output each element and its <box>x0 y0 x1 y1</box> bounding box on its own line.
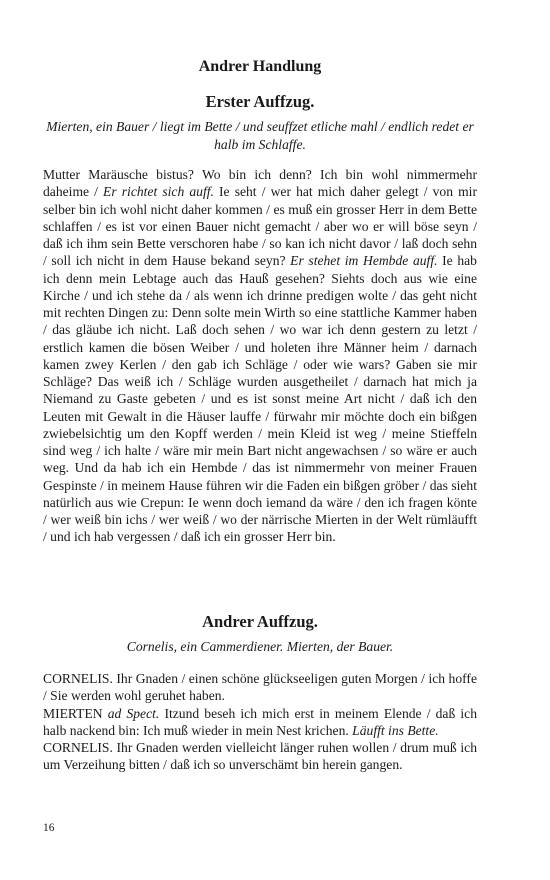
stage-direction-inline: Er richtet sich auff. <box>103 184 214 200</box>
stage-direction-inline: ad Spect. <box>107 705 160 721</box>
monologue-text: Mutter Maräusche bistus? Wo bin ich denn? Ich bin wohl nimmermehr daheime / <box>43 167 477 200</box>
scene-2-heading: Andrer Auffzug. <box>202 612 318 631</box>
page-number: 16 <box>43 822 55 834</box>
dialogue-speech <box>43 739 477 774</box>
speech-text: Ihr Gnaden / einen schöne glückseeligen guten Morgen / ich hoffe / Sie werden wohl geruhet haben. <box>43 671 477 704</box>
monologue-text: Ie seht / wer hat mich daher gelegt / von mir selber bin ich wohl nicht daher kommen / es muß ein grosser Herr in dem Bette schlaffen / es ist vor einen Bauer nicht gemacht / aber wo er will böse seyn / daß ich ihm sein Bette verschoren habe / so kan ich nicht davor / laß doch sehn / soll ich nicht in dem Hause bekand seyn? <box>43 184 477 269</box>
dialogue-speech <box>43 705 477 740</box>
speaker-name: CORNELIS. <box>43 740 113 755</box>
speech-text: Ihr Gnaden werden vielleicht länger ruhen wollen / drum muß ich um Verzeihung bitten / daß ich so unverschämt bin herein gangen. <box>43 740 477 773</box>
scene-2-dialogue <box>43 670 477 774</box>
speaker-name: MIERTEN <box>43 705 103 721</box>
speaker-name: CORNELIS. <box>43 671 113 686</box>
speech-text: Itzund beseh ich mich erst in meinem Elende / daß ich halb nackend bin: Ich muß wieder in mein Nest krichen. <box>43 705 477 738</box>
stage-direction-inline: Läufft ins Bette. <box>352 722 439 738</box>
dialogue-speech <box>43 670 477 705</box>
scene-2-stage-direction: Cornelis, ein Cammerdiener. Mierten, der Bauer. <box>126 639 394 654</box>
stage-direction-inline: Er stehet im Hembde auff. <box>290 253 438 269</box>
scene-1-monologue <box>43 166 477 546</box>
act-heading: Andrer Handlung <box>198 58 322 75</box>
scene-1-heading: Erster Auffzug. <box>205 92 315 111</box>
scene-1-stage-direction: Mierten, ein Bauer / liegt im Bette / und seuffzet etliche mahl / endlich redet er halb im Schlaffe. <box>46 119 474 152</box>
monologue-text: Ie hab ich denn mein Lebtage auch das Hauß gesehen? Siehts doch aus wie eine Kirche / und ich stehe da / als wenn ich drinne predigen wolte / das geht nicht mit rechten Dingen zu: Denn solte mein Wirth so eine stattliche Kammer haben / das gläube ich nicht. Laß doch sehen / wo war ich denn gestern zu letzt / erstlich kamen die bösen Weiber / und holeten ihre Männer heim / darnach kamen zwey Kerlen / den gab ich Schläge / oder wie wars? Gaben sie mir Schläge? Das weiß ich / Schläge wurden ausgetheilet / darnach hat mich ja Niemand zu Gaste gebeten / und es ist sonst meine Art nicht / daß ich den Leuten mit Gewalt in die Häuser lauffe / fürwahr mir möchte doch ein bißgen zwiebelsichtig um den Kopff werden / mein Kleid ist weg / meine Stieffeln sind weg / ich halte / wäre mir mein Bart nicht angewachsen / so wäre er auch weg. Und da hab ich ein Hembde / das ist nimmermehr von meiner Frauen Gespinste / in meinem Hause führen wir die Faden ein bißgen gröber / das sieht natürlich aus wie Crepun: Ie wenn doch iemand da wäre / den ich fragen könte / wer weiß bin ichs / wer weiß / wo der närrische Mierten in der Welt rümläufft / und ich hab vergessen / daß ich ein grosser Herr bin. <box>43 253 477 545</box>
